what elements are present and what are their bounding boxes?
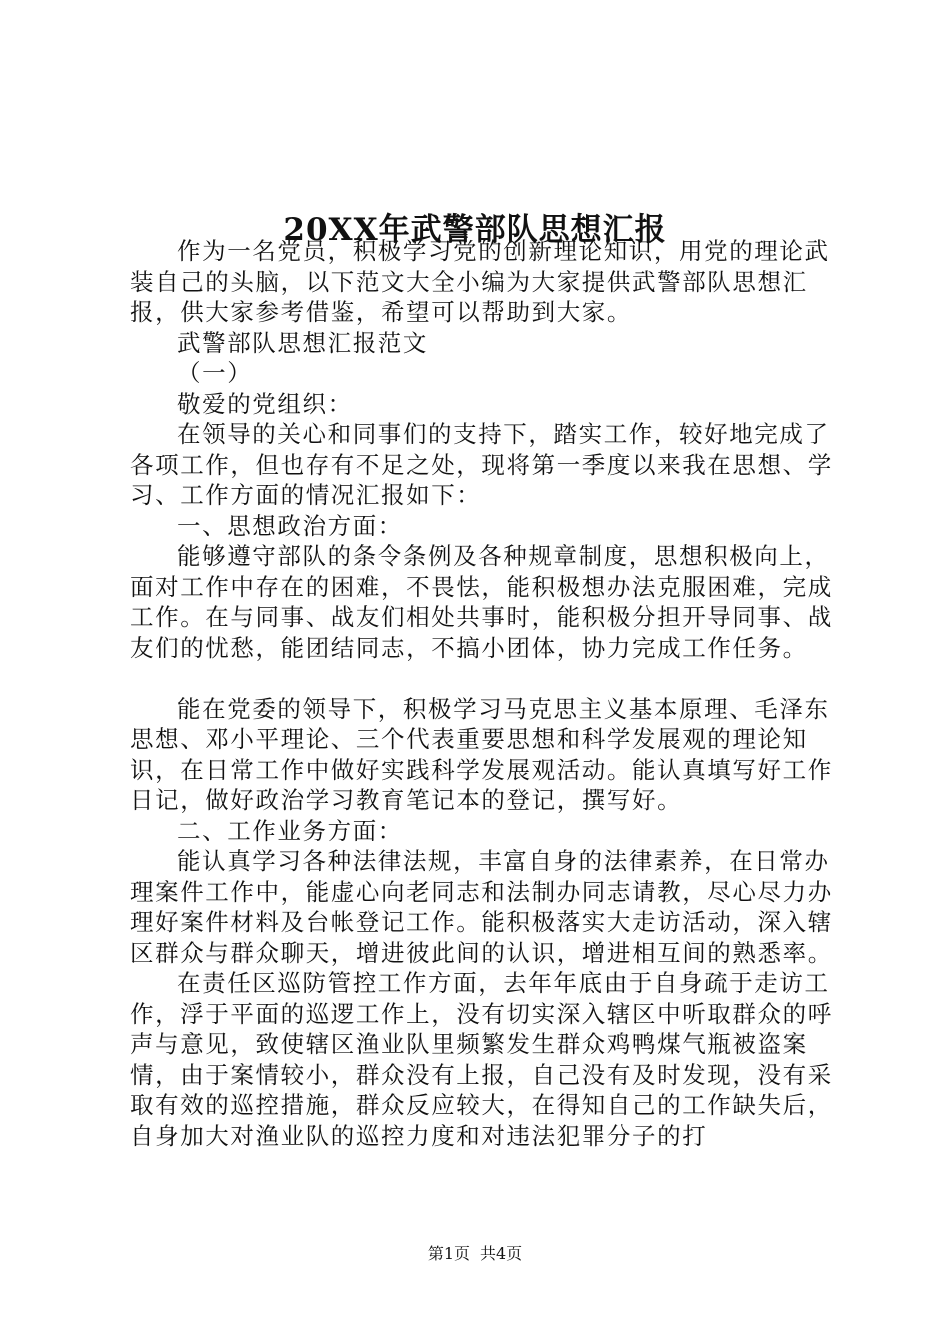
paragraph-work-2: 在责任区巡防管控工作方面，去年年底由于自身疏于走访工作，浮于平面的巡逻工作上，没有切实深入辖区中听取群众的呼声与意见，致使辖区渔业队里频繁发生群众鸡鸭煤气瓶被盗案情，由于案情较小，群众没有上报，自己没有及时发现，没有采取有效的巡控措施，群众反应较大，在得知自己的工作缺失后，自身加大对渔业队的巡控力度和对违法犯罪分子的打 (130, 969, 833, 1150)
paragraph-section-number: （一） (177, 359, 253, 387)
document-body (130, 236, 834, 1151)
paragraph-heading-sample: 武警部队思想汇报范文 (177, 328, 428, 357)
paragraph-political-2: 能在党委的领导下，积极学习马克思主义基本原理、毛泽东思想、邓小平理论、三个代表重要思想和科学发展观的理论知识，在日常工作中做好实践科学发展观活动。能认真填写好工作日记，做好政治学习教育笔记本的登记，撰写好。 (130, 694, 833, 814)
paragraph-political-1: 能够遵守部队的条令条例及各种规章制度，思想积极向上，面对工作中存在的困难，不畏怯，能积极想办法克服困难，完成工作。在与同事、战友们相处共事时，能积极分担开导同事、战友们的忧愁，能团结同志，不搞小团体，协力完成工作任务。 (130, 542, 833, 662)
paragraph-heading-work: 二、工作业务方面： (177, 816, 403, 845)
paragraph-work-1: 能认真学习各种法律法规，丰富自身的法律素养，在日常办理案件工作中，能虚心向老同志和法制办同志请教，尽心尽力办理好案件材料及台帐登记工作。能积极落实大走访活动，深入辖区群众与群众聊天，增进彼此间的认识，增进相互间的熟悉率。 (130, 847, 833, 967)
page-number: 第1页 (427, 1244, 470, 1263)
paragraph-heading-political: 一、思想政治方面： (177, 511, 403, 540)
paragraph-salutation: 敬爱的党组织： (177, 389, 353, 418)
paragraph-overview: 在领导的关心和同事们的支持下，踏实工作，较好地完成了各项工作，但也存有不足之处，现将第一季度以来我在思想、学习、工作方面的情况汇报如下： (130, 420, 833, 509)
document-title: 20XX年武警部队思想汇报 (283, 211, 667, 248)
paragraph-intro: 作为一名党员，积极学习党的创新理论知识，用党的理论武装自己的头脑，以下范文大全小编为大家提供武警部队思想汇报，供大家参考借鉴，希望可以帮助到大家。 (130, 237, 830, 326)
paragraph-blank (130, 663, 834, 694)
page-footer (0, 1242, 950, 1266)
page-total: 共4页 (480, 1244, 523, 1263)
